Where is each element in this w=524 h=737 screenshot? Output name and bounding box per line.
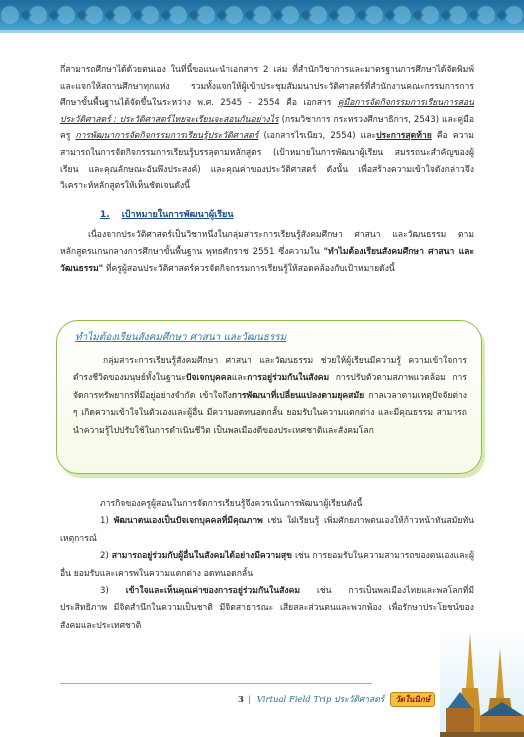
section-heading [100,207,474,224]
footer-title: Virtual Field Trip ประวัติศาสตร์ [256,695,385,705]
para1-text-c: (เอกสารไรเนียว, 2554) และ [258,131,377,142]
item-text: เช่น การยอมรับในความสามารถของตนเองและผู้อื่น ยอมรับและเคารพในความแตกต่าง อดทนอดกลั้น [60,551,475,579]
callout-bold-2: การอยู่ร่วมกันในสังคม [247,373,330,384]
item-number: 2) [100,551,109,562]
page-number: 3 [238,695,244,705]
mission-item [60,583,474,635]
para1-text-b: (กรมวิชาการ กระทรวงศึกษาธิการ, 2543) และคู่มือครู [60,114,474,142]
item-text: เช่น ใฝ่เรียนรู้ เพิ่มศักยภาพตนเองให้ก้าวหน้าทันสมัยทันเหตุการณ์ [60,516,474,544]
callout-bold-3: การพัฒนาที่เปลี่ยนแปลงตามยุคสมัย [231,390,365,401]
header-band [0,0,524,30]
item-title: เข้าใจและเห็นคุณค่าของการอยู่ร่วมกันในสังคม [125,586,300,597]
callout-text-a: กลุ่มสาระการเรียนรู้สังคมศึกษา ศาสนา และวัฒนธรรม ช่วยให้ผู้เรียนมีความรู้ ความเข้าใจการดำรงชีวิตของมนุษย์ทั้งในฐานะ [73,356,467,384]
para1-emphasis: ประการสุดท้าย [376,131,432,142]
section-quote: "ทำไมต้องเรียนสังคมศึกษา ศาสนา และวัฒนธรรม" [60,246,474,274]
callout-text-c: การปรับตัวตามสภาพแวดล้อม การจัดการทรัพยากรที่มีอยู่อย่างจำกัด เข้าใจถึง [73,373,467,401]
intro-paragraph [60,62,474,195]
mission-item [60,548,474,583]
para1-text-a: กึ่สามารถศึกษาได้ด้วยตนเอง ในที่นี้ขอแนะนำเอกสาร 2 เล่ม ที่สำนักวิชาการและมาตรฐานการศึกษาได้จัดพิมพ์และแจกให้สถานศึกษาทุกแห่ง รวมทั้งแจกให้ผู้เข้าประชุมสัมมนาประวัติศาสตร์ที่สำนักงานคณะกรรมการการศึกษาขั้นพื้นฐานได้จัดขึ้นในระหว่าง พ.ศ. 2545 - 2554 คือ เอกสาร [60,65,474,109]
para1-book-title-2: การพัฒนาการจัดกิจกรรมการเรียนรู้ประวัติศาสตร์ [75,131,259,142]
section-text-a: เนื่องจากประวัติศาสตร์เป็นวิชาหนึ่งในกลุ่มสาระการเรียนรู้สังคมศึกษา ศาสนา และวัฒนธรรม ตามหลักสูตรแกนกลางการศึกษาขั้นพื้นฐาน พุทธศักราช 2551 ซึ่งความใน [60,230,474,257]
footer-rule [60,683,372,684]
item-title: สามารถอยู่ร่วมกับผู้อื่นในสังคมได้อย่างมีความสุข [111,551,293,562]
callout-body [73,353,467,440]
mission-intro: ภารกิจของครูผู้สอนในการจัดการเรียนรู้จึงควรเน้นการพัฒนาผู้เรียนดังนี้ [100,499,363,509]
section-number: 1. [100,209,110,220]
section-title: เป้าหมายในการพัฒนาผู้เรียน [121,209,234,220]
mission-item [60,513,474,548]
temple-illustration [440,628,524,737]
para1-text-d: คือ ความสามารถในการจัดกิจกรรมการเรียนรู้บรรลุตามหลักสูตร (เป้าหมายในการพัฒนาผู้เรียน สมรรถนะสำคัญของผู้เรียน และคุณลักษณะอันพึงประสงค์) และคุณค่าของประวัติศาสตร์ ดังนั้น เพื่อสร้างความเข้าใจดังกล่าวจึงวิเคราะห์หลักสูตรให้เห็นชัดเจนดังนี้ [60,131,474,192]
callout-title: ทำไมต้องเรียนสังคมศึกษา ศาสนา และวัฒนธรรม [75,332,287,343]
item-text: เช่น การเป็นพลเมืองไทยและพลโลกที่มีประสิทธิภาพ มีจิตสำนึกในความเป็นชาติ มีจิตสาธารณะ เสียสละส่วนตนและพวกพ้อง เพื่อรักษาประโยชน์ของสังคมและประเทศชาติ [60,586,475,631]
section-paragraph [60,227,474,277]
header-edge [0,30,524,33]
callout-bold-1: ปัจเจกบุคคล [185,373,232,384]
page-footer [238,692,435,706]
item-title: พัฒนาตนเองเป็นปัจเจกบุคคลที่มีคุณภาพ [113,516,263,527]
callout-paragraph [73,353,467,440]
footer-logo: วัดในนิกษ์ [390,692,435,707]
mission-section [60,496,474,635]
callout-text-d: กาลเวลาตามเหตุปัจจัยต่าง ๆ เกิดความเข้าใจในตัวเองและผู้อื่น มีความอดทนอดกลั้น ยอมรับในความแตกต่าง และมีคุณธรรม สามารถนำความรู้ไปปรับใช้ในการดำเนินชีวิต เป็นพลเมืองดีของประเทศชาติและสังคมโลก [73,390,467,436]
item-number: 3) [100,586,109,597]
main-content [60,62,474,277]
header-pattern [0,0,524,30]
callout-text-b: และ [231,373,248,384]
section-text-b: ที่ครูผู้สอนประวัติศาสตร์ควรจัดกิจกรรมการเรียนรู้ให้สอดคล้องกับเป้าหมายดังนี้ [103,263,395,274]
callout-box [56,320,482,474]
item-number: 1) [100,516,109,527]
footer-separator: | [247,695,251,705]
para1-book-title-1: คู่มือการจัดกิจกรรมการเรียนการสอนประวัติศาสตร์ : ประวัติศาสตร์ไทยจะเรียนจะสอนกันอย่างไร [60,98,474,125]
